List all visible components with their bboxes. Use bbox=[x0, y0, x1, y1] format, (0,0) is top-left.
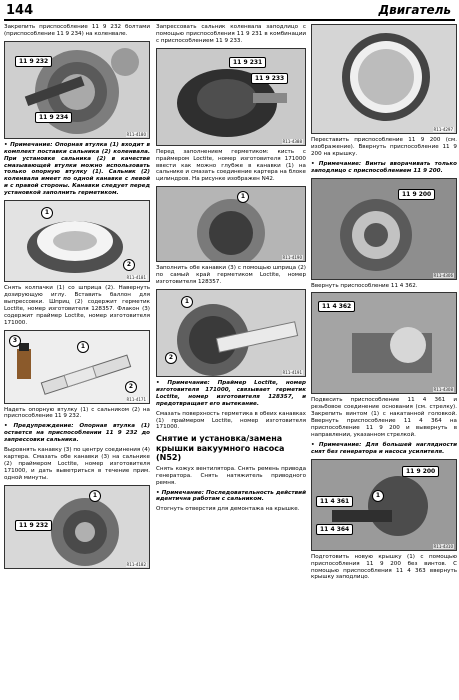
figure-seal-grooves bbox=[156, 186, 306, 262]
section-heading-line: Снятие и установка/замена bbox=[156, 434, 283, 444]
callout-1: 1 bbox=[41, 207, 53, 219]
tool-label: 11 9 231 bbox=[229, 57, 266, 68]
figure-ref: R11-4388 bbox=[282, 138, 302, 144]
paragraph: Снять кожух вентилятора. Снять ремень привода генератора. Снять натяжитель приводного ремня. bbox=[156, 465, 306, 486]
tool-label: 11 9 200 bbox=[402, 466, 439, 477]
paragraph: Ввернуть приспособление 11 4 362. bbox=[311, 282, 418, 289]
section-heading bbox=[156, 434, 306, 463]
section-heading-line: крышки вакуумного насоса bbox=[156, 443, 285, 453]
figure-ref: R11-4181 bbox=[126, 275, 146, 281]
note: • Примечание: Праймер Loctite, номер изготовителя 171000, связывает герметик Loctite, номер изготовителя 128357, и предотвращает его вытекание. bbox=[156, 379, 306, 407]
figure-cover-ring bbox=[311, 24, 457, 134]
figure-ref: R11-4306 bbox=[433, 272, 453, 278]
tool-label: 11 9 232 bbox=[15, 520, 52, 531]
paragraph: Отогнуть отверстия для демонтажа на крышке. bbox=[156, 506, 300, 513]
tool-label: 11 4 362 bbox=[318, 301, 355, 312]
paragraph: Заполнить обе канавки (3) с помощью шприца (2) по самый край герметиком Loctite, номер изготовителя 128357. bbox=[156, 265, 306, 286]
tool-label: 11 9 200 bbox=[398, 189, 435, 200]
paragraph: Снять колпачки (1) со шприца (2). Навернуть дозирующую иглу. Вставить баллон для выпрессовки. Шприц (2) содержит герметик Loctite, номер изготовителя 128357. Флакон (3) содержит праймер Loctite, номер изготовителя 171000. bbox=[4, 285, 150, 326]
paragraph: Смазать поверхность герметика в обеих канавках (1) праймером Loctite, номер изготовителя 171000. bbox=[156, 410, 306, 431]
figure-ref: R11-4171 bbox=[126, 396, 146, 402]
figure-tool-assembly bbox=[311, 459, 457, 551]
tool-label: 11 9 234 bbox=[35, 112, 72, 123]
figure-ref: R11-4308 bbox=[433, 387, 453, 393]
callout-1: 1 bbox=[89, 490, 101, 502]
paragraph: Подвесить приспособление 11 4 361 и резьбовое соединение основания (см. стрелку). Закрепить винтом (1) с накатанной головкой. Ввернуть приспособление 11 4 364 на приспособление 11 9 200 и вывернуть в направлении, указанном стрелкой. bbox=[311, 397, 457, 438]
figure-syringe bbox=[4, 330, 150, 404]
callout-2: 2 bbox=[165, 352, 177, 364]
figure-seal-sleeve bbox=[4, 200, 150, 282]
figure-ref: R11-4191 bbox=[282, 369, 302, 375]
tool-label: 11 4 361 bbox=[316, 496, 353, 507]
paragraph: Перед заполнением герметиком: кисть с праймером Loctite, номер изготовителя 171000 ввести как можно глубже в канавки (1) на сальнике и смазать соединение картера на блоке цилиндров. На рисунке изображен N42. bbox=[156, 148, 306, 183]
page-number: 144 bbox=[6, 3, 34, 18]
tool-label: 11 9 232 bbox=[15, 56, 52, 67]
column-left bbox=[4, 24, 150, 698]
callout-2: 2 bbox=[123, 259, 135, 271]
callout-1: 1 bbox=[372, 490, 384, 502]
callout-1: 1 bbox=[77, 341, 89, 353]
section-heading-line: (N52) bbox=[156, 453, 182, 463]
section-title: Двигатель bbox=[378, 3, 451, 17]
callout-1: 1 bbox=[181, 296, 193, 308]
paragraph: Переставить приспособление 11 9 200 (см. изображение). Ввернуть приспособление 11 9 200 на крышку. bbox=[311, 137, 457, 157]
tool-label: 11 4 364 bbox=[316, 524, 353, 535]
figure-tool-11-9-200 bbox=[311, 178, 457, 280]
photo-cover-ring bbox=[312, 25, 457, 133]
figure-ref: R11-4182 bbox=[126, 561, 146, 567]
figure-tool-11-4-362 bbox=[311, 292, 457, 394]
figure-crankshaft-tool bbox=[4, 41, 150, 139]
note: • Примечание: Опорная втулка (1) входит в комплект поставки сальника (2) коленвала. При установке сальника (2) в качестве смазывающей втулки можно использовать только опорную втулку (1). Сальник (2) коленвала имеет по одной канавке с левой и с правой стороны. Канавки следует перед установкой заполнить герметиком. bbox=[4, 141, 150, 197]
figure-ref: R11-4297 bbox=[433, 127, 453, 132]
warning: • Предупреждение: Опорная втулка (1) остается на приспособлении 11 9 232 до запрессовки сальника. bbox=[4, 423, 150, 444]
paragraph: Запрессовать сальник коленвала заподлицо с помощью приспособления 11 9 231 в комбинации с приспособлением 11 9 233. bbox=[156, 24, 306, 44]
page-header bbox=[4, 2, 455, 21]
figure-ref: R11-4190 bbox=[282, 255, 302, 261]
callout-3: 3 bbox=[9, 335, 21, 347]
paragraph: Подготовить новую крышку (1) с помощью приспособления 11 9 200 без винтов. С помощью приспособления 11 4 363 ввернуть крышку заподлицо. bbox=[311, 553, 457, 581]
column-middle bbox=[156, 24, 306, 698]
figure-tool-11-9-232 bbox=[4, 485, 150, 569]
paragraph: Закрепить приспособление 11 9 232 болтами (приспособление 11 9 234) на коленвале. bbox=[4, 24, 150, 37]
note: • Примечание: Для большей наглядности снят без генератора и насоса усилителя. bbox=[311, 441, 457, 455]
photo-tool-11-9-200 bbox=[312, 179, 457, 279]
callout-1: 1 bbox=[237, 191, 249, 203]
photo-syringe-filling bbox=[157, 290, 306, 376]
figure-filling-sealant bbox=[156, 289, 306, 377]
figure-press-tool bbox=[156, 48, 306, 146]
callout-2: 2 bbox=[125, 381, 137, 393]
photo-seal-grooves bbox=[157, 187, 306, 261]
note: • Примечание: Винты вворачивать только заподлицо с приспособлением 11 9 200. bbox=[311, 160, 457, 174]
column-right bbox=[311, 24, 457, 698]
figure-ref: R11-4180 bbox=[126, 131, 146, 137]
figure-ref: R11-4310 bbox=[433, 543, 453, 549]
paragraph: Выровнять канавку (3) по центру соединения (4) картера. Смазать обе канавки (3) на сальнике (2) праймером Loctite, номер изготовителя 171000, и дать выветриться в течение прим. одной минуты. bbox=[4, 447, 150, 481]
tool-label: 11 9 233 bbox=[251, 73, 288, 84]
note: • Примечание: Последовательность действий идентична работам с сальником. bbox=[156, 489, 306, 503]
paragraph: Надеть опорную втулку (1) с сальником (2) на приспособление 11 9 232. bbox=[4, 406, 150, 420]
